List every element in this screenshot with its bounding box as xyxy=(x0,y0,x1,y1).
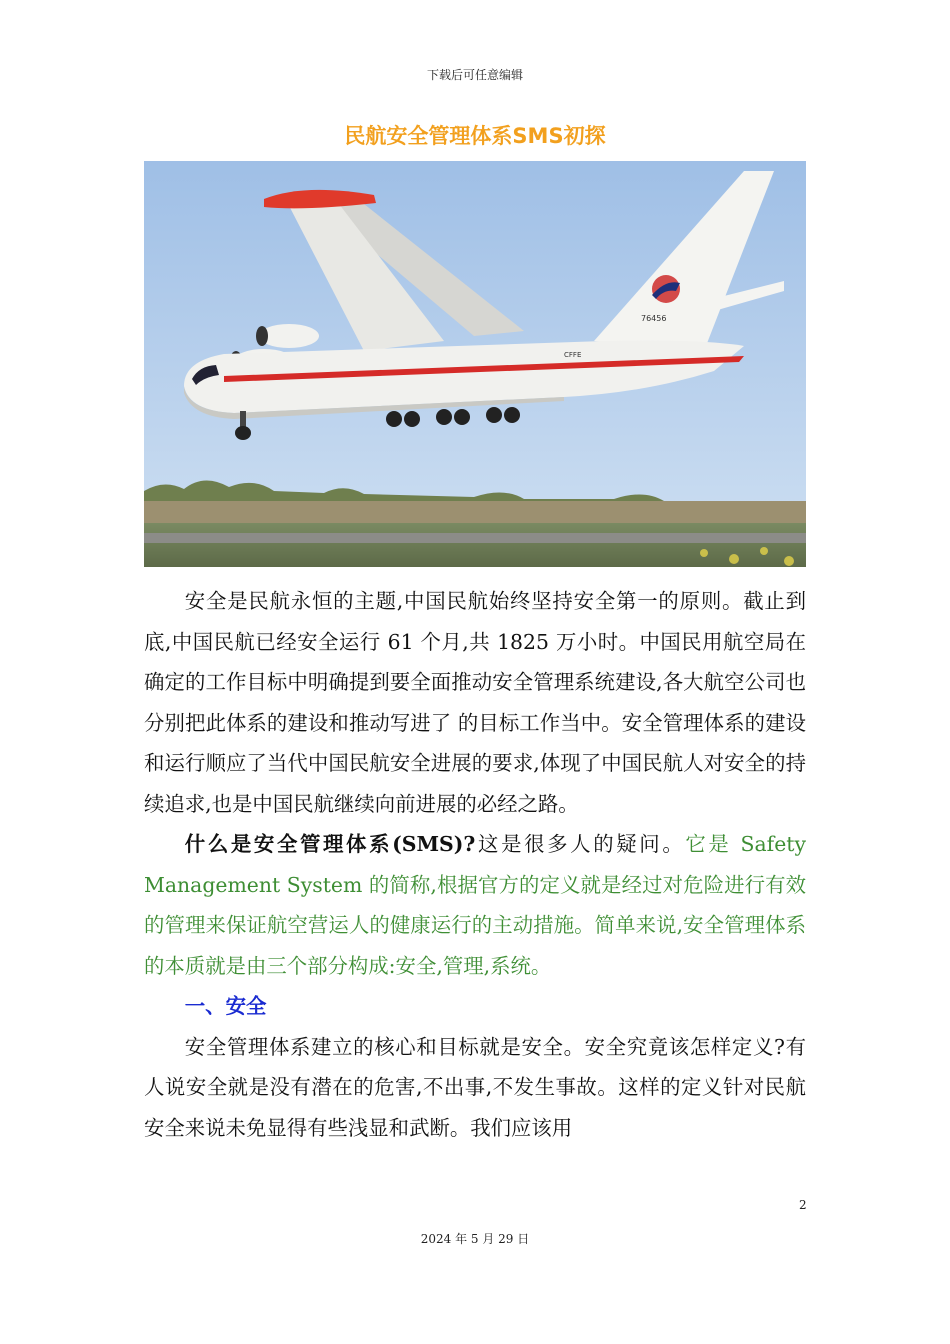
page-number: 2 xyxy=(799,1198,807,1212)
question-remark: 这是很多人的疑问。 xyxy=(475,832,686,856)
aircraft-photo xyxy=(144,161,806,567)
section-heading-safety: 一、安全 xyxy=(184,994,267,1018)
sms-question: 什么是安全管理体系(SMS)? xyxy=(184,832,476,856)
footer-date: 2024 年 5 月 29 日 xyxy=(420,1232,530,1246)
fuselage-marking: CFFE xyxy=(564,351,582,359)
document-title: 民航安全管理体系SMS初探 xyxy=(344,124,606,148)
paragraph-2 xyxy=(144,824,806,986)
page-header: 下载后可任意编辑 xyxy=(426,68,523,82)
body-text xyxy=(144,581,806,1148)
aircraft-registration: 76456 xyxy=(641,314,667,323)
sms-definition: 它是 Safety Management System 的简称,根据官方的定义就是经过对危险进行有效的管理来保证航空营运人的健康运行的主动措施。简单来说,安全管理体系的本质就是由三个部分构成:安全,管理,系统。 xyxy=(144,832,807,978)
paragraph-1: 安全是民航永恒的主题,中国民航始终坚持安全第一的原则。截止到 底,中国民航已经安全运行 61 个月,共 1825 万小时。中国民用航空局在 确定的工作目标中明确提到要全面推动安全管理系统建设,各大航空公司也分别把此体系的建设和推动写进了 的目标工作当中。安全管理体系的建设和运行顺应了当代中国民航安全进展的要求,体现了中国民航人对安全的持续追求,也是中国民航继续向前进展的必经之路。 xyxy=(144,589,806,816)
paragraph-3: 安全管理体系建立的核心和目标就是安全。安全究竟该怎样定义?有人说安全就是没有潜在的危害,不出事,不发生事故。这样的定义针对民航安全来说未免显得有些浅显和武断。我们应该用 xyxy=(144,1034,806,1140)
